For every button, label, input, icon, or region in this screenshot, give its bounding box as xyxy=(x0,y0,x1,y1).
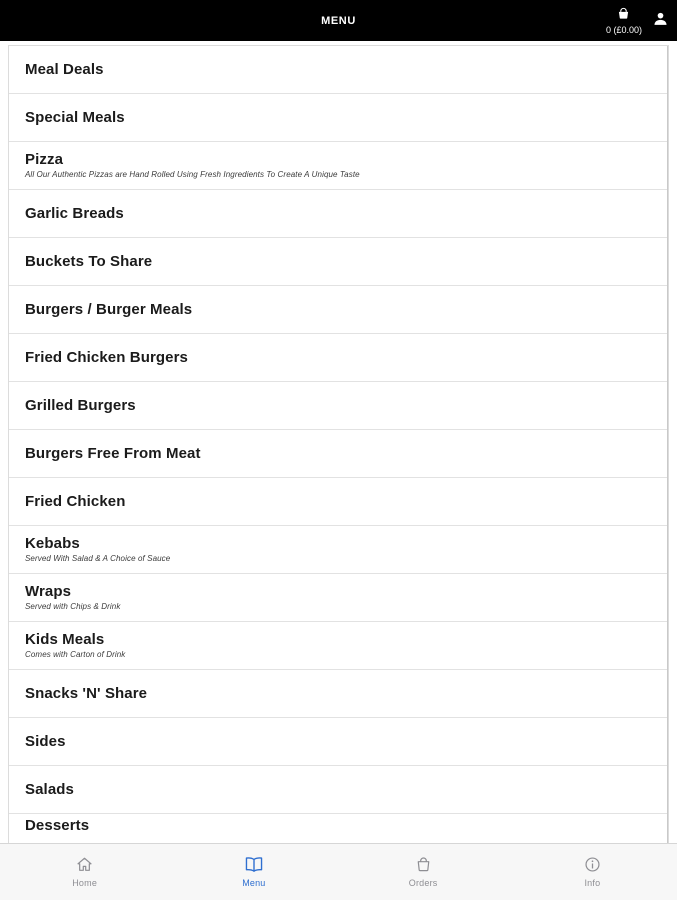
account-icon xyxy=(652,10,669,27)
list-item[interactable] xyxy=(9,718,668,766)
page-title: MENU xyxy=(321,14,356,27)
tab-label: Menu xyxy=(242,878,266,888)
list-item[interactable] xyxy=(9,766,668,814)
tab-menu[interactable] xyxy=(169,844,338,900)
category-title: Special Meals xyxy=(25,108,125,126)
category-subtitle: Comes with Carton of Drink xyxy=(25,650,126,660)
category-title: Burgers / Burger Meals xyxy=(25,300,193,318)
list-item[interactable] xyxy=(9,334,668,382)
tab-label: Info xyxy=(584,878,601,888)
category-title: Burgers Free From Meat xyxy=(25,444,201,462)
info-icon xyxy=(584,856,601,873)
list-item[interactable] xyxy=(9,238,668,286)
category-title: Desserts xyxy=(25,817,90,834)
list-item[interactable] xyxy=(9,142,668,190)
category-subtitle: Served with Chips & Drink xyxy=(25,602,121,612)
category-subtitle: All Our Authentic Pizzas are Hand Rolled Using Fresh Ingredients To Create A Unique Taste xyxy=(25,170,360,180)
list-item[interactable] xyxy=(9,46,668,94)
list-item[interactable] xyxy=(9,526,668,574)
list-item[interactable] xyxy=(9,94,668,142)
menu-content xyxy=(0,41,677,843)
list-item[interactable] xyxy=(9,670,668,718)
tab-home[interactable] xyxy=(0,844,169,900)
book-icon xyxy=(244,856,264,873)
list-item[interactable] xyxy=(9,622,668,670)
list-item[interactable] xyxy=(9,814,668,834)
list-item[interactable] xyxy=(9,190,668,238)
list-item[interactable] xyxy=(9,430,668,478)
category-title: Kids Meals xyxy=(25,630,105,648)
category-title: Snacks 'N' Share xyxy=(25,684,148,702)
category-title: Sides xyxy=(25,732,66,750)
top-bar-actions xyxy=(606,0,669,41)
category-title: Buckets To Share xyxy=(25,252,153,270)
category-title: Pizza xyxy=(25,150,64,168)
list-item[interactable] xyxy=(9,286,668,334)
list-item[interactable] xyxy=(9,574,668,622)
basket-total-label: 0 (£0.00) xyxy=(605,24,642,35)
category-title: Garlic Breads xyxy=(25,204,124,222)
tab-label: Home xyxy=(72,878,98,888)
category-title: Wraps xyxy=(25,582,72,600)
list-item[interactable] xyxy=(9,382,668,430)
category-title: Salads xyxy=(25,780,74,798)
tab-info[interactable] xyxy=(508,844,677,900)
category-title: Meal Deals xyxy=(25,60,104,78)
home-icon xyxy=(76,856,93,873)
category-title: Fried Chicken xyxy=(25,492,126,510)
category-title: Fried Chicken Burgers xyxy=(25,348,188,366)
top-bar xyxy=(0,0,677,41)
list-item[interactable] xyxy=(9,478,668,526)
vertical-scrollbar[interactable] xyxy=(667,46,668,843)
basket-button[interactable] xyxy=(606,7,642,35)
account-button[interactable] xyxy=(652,10,669,32)
tab-orders[interactable] xyxy=(339,844,508,900)
bottom-tab-bar xyxy=(0,843,677,900)
category-title: Grilled Burgers xyxy=(25,396,136,414)
basket-icon xyxy=(617,7,630,24)
bag-icon xyxy=(415,856,432,873)
category-subtitle: Served With Salad & A Choice of Sauce xyxy=(25,554,171,564)
category-list[interactable] xyxy=(8,45,669,843)
tab-label: Orders xyxy=(408,878,438,888)
category-title: Kebabs xyxy=(25,534,80,552)
